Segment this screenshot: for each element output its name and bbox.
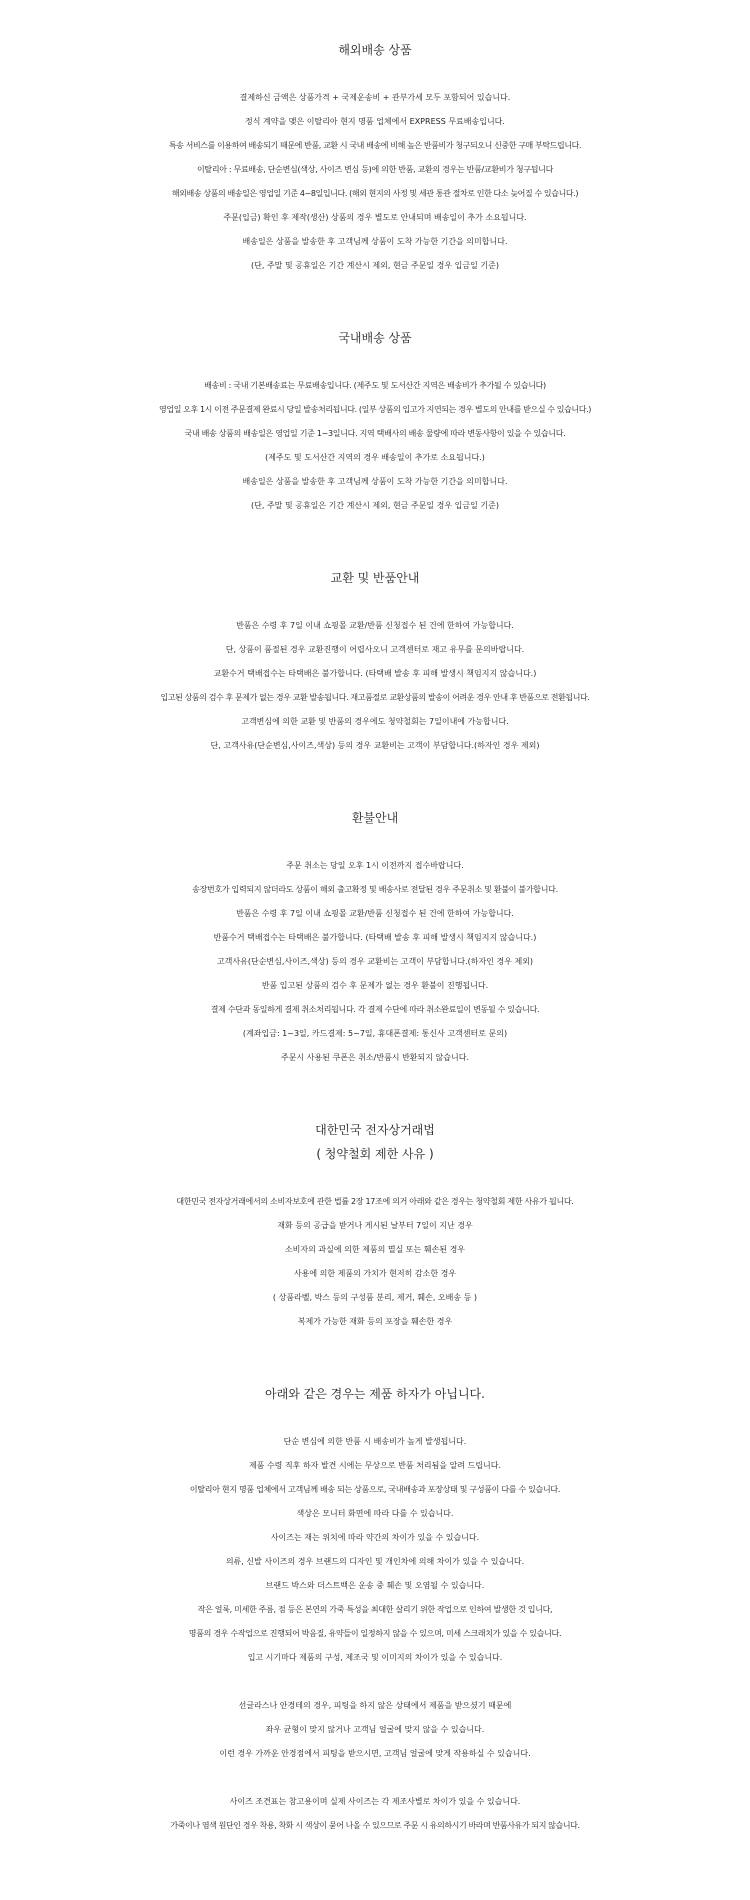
text-line: 송장번호가 입력되지 않더라도 상품이 해외 출고확정 및 배송사로 전달된 경우 주문취소 및 환불이 불가합니다. <box>192 885 558 894</box>
text-line: 특송 서비스를 이용하여 배송되기 때문에 반품, 교환 시 국내 배송에 비해 높은 반품비가 청구되오니 신중한 구매 부탁드립니다. <box>168 141 582 150</box>
text-line: (계좌입금: 1~3일, 카드결제: 5~7일, 휴대폰결제: 통신사 고객센터로 문의) <box>242 1029 508 1038</box>
text-line: 사용에 의한 제품의 가치가 현저히 감소한 경우 <box>293 1269 457 1278</box>
text-line: 정식 계약을 맺은 이탈리아 현지 명품 업체에서 EXPRESS 무료배송입니다. <box>245 117 505 126</box>
text-line: 배송비 : 국내 기본배송료는 무료배송입니다. (제주도 및 도서산간 지역은 배송비가 추가될 수 있습니다) <box>204 381 546 390</box>
text-line: 주문 취소는 당일 오후 1시 이전까지 접수바랍니다. <box>286 861 464 870</box>
section-refund <box>0 806 750 1070</box>
text-line: 고객변심에 의한 교환 및 반품의 경우에도 청약철회는 7일이내에 가능합니다. <box>241 717 509 726</box>
text-line: 고객사유(단순변심,사이즈,색상) 등의 경우 교환비는 고객이 부담합니다.(하자인 경우 제외) <box>216 957 534 966</box>
text-line: 선글라스나 안경테의 경우, 피팅을 하지 않은 상태에서 제품을 받으셨기 때문에 <box>238 1701 512 1710</box>
text-line: 가죽이나 염색 원단인 경우 착용, 착화 시 색상이 묻어 나올 수 있으므로 주문 시 유의하시기 바라며 반품사유가 되지 않습니다. <box>170 1821 580 1830</box>
section-domestic-shipping <box>0 326 750 518</box>
section-title: 교환 및 반품안내 <box>330 571 420 585</box>
text-line: 배송일은 상품을 발송한 후 고객님께 상품이 도착 가능한 기간을 의미합니다. <box>242 237 508 246</box>
section-subtitle: ( 청약철회 제한 사유 ) <box>316 1147 434 1161</box>
text-line: 브랜드 박스와 더스트백은 운송 중 훼손 및 오염될 수 있습니다. <box>265 1581 485 1590</box>
text-line: 배송일은 상품을 발송한 후 고객님께 상품이 도착 가능한 기간을 의미합니다. <box>242 477 508 486</box>
section-title: 국내배송 상품 <box>338 331 412 345</box>
text-line: 단, 상품이 품절된 경우 교환진행이 어렵사오니 고객센터로 재고 유무를 문의바랍니다. <box>225 645 525 654</box>
text-line: 반품 입고된 상품의 검수 후 문제가 없는 경우 환불이 진행됩니다. <box>261 981 489 990</box>
text-line: 입고된 상품의 검수 후 문제가 없는 경우 교환 발송됩니다. 재고품절로 교환상품의 발송이 어려운 경우 안내 후 반품으로 전환됩니다. <box>160 693 590 702</box>
text-line: 교환수거 택배접수는 타택배은 불가합니다. (타택배 발송 후 피해 발생시 책임지지 않습니다.) <box>213 669 537 678</box>
section-body-group-1 <box>0 1430 750 1670</box>
text-line: 반품수거 택배접수는 타택배은 불가합니다. (타택배 발송 후 피해 발생시 책임지지 않습니다.) <box>213 933 537 942</box>
text-line: 주문시 사용된 쿠폰은 취소/반품시 반환되지 않습니다. <box>281 1053 469 1062</box>
text-line: 재화 등의 공급을 받거나 게시된 날부터 7일이 지난 경우 <box>277 1221 473 1230</box>
text-line: 반품은 수령 후 7일 이내 쇼핑몰 교환/반품 신청접수 된 건에 한하여 가능합니다. <box>236 621 514 630</box>
section-body-group-3 <box>0 1790 750 1838</box>
text-line: 주문(입금) 확인 후 제작(생산) 상품의 경우 별도로 안내되며 배송일이 추가 소요됩니다. <box>223 213 527 222</box>
text-line: 작은 얼룩, 미세한 주름, 점 등은 본연의 가죽 특성을 최대한 살리기 위한 작업으로 인하여 발생한 것 입니다, <box>197 1605 553 1614</box>
section-ecommerce-law <box>0 1118 750 1334</box>
text-line: 이탈리아 : 무료배송, 단순변심(색상, 사이즈 변심 등)에 의한 반품, 교환의 경우는 반품/교환비가 청구됩니다 <box>196 165 554 174</box>
text-line: (제주도 및 도서산간 지역의 경우 배송일이 추가로 소요됩니다.) <box>265 453 485 462</box>
section-overseas-shipping <box>0 38 750 278</box>
text-line: 복제가 가능한 재화 등의 포장을 훼손한 경우 <box>297 1317 453 1326</box>
text-line: 결제 수단과 동일하게 결제 취소처리됩니다. 각 결제 수단에 따라 취소완료일이 변동될 수 있습니다. <box>210 1005 540 1014</box>
text-line: 좌우 균형이 맞지 않거나 고객님 얼굴에 맞지 않을 수 있습니다. <box>265 1725 485 1734</box>
section-title: 환불안내 <box>351 811 399 825</box>
section-body <box>0 374 750 518</box>
text-line: 이런 경우 가까운 안경점에서 피팅을 받으시면, 고객님 얼굴에 맞게 작용하실 수 있습니다. <box>219 1749 531 1758</box>
text-line: 소비자의 과실에 의한 제품의 멸실 또는 훼손된 경우 <box>284 1245 466 1254</box>
text-line: 해외배송 상품의 배송일은 영업일 기준 4~8일입니다. (해외 현지의 사정 및 세관 통관 절차로 인한 다소 늦어질 수 있습니다.) <box>171 189 579 198</box>
section-not-defect <box>0 1382 750 1838</box>
text-line: 국내 배송 상품의 배송일은 영업일 기준 1~3일니다. 지역 택배사의 배송 물량에 따라 변동사항이 있을 수 있습니다. <box>184 429 566 438</box>
text-line: (단, 주말 및 공휴일은 기간 계산시 제외, 현금 주문일 경우 입금일 기준) <box>251 501 499 510</box>
text-line: 반품은 수령 후 7일 이내 쇼핑몰 교환/반품 신청접수 된 건에 한하여 가능합니다. <box>236 909 514 918</box>
section-body <box>0 1190 750 1334</box>
text-line: 색상은 모니터 화면에 따라 다를 수 있습니다. <box>296 1509 454 1518</box>
text-line: 단, 고객사유(단순변심,사이즈,색상) 등의 경우 교환비는 고객이 부담합니다.(하자인 경우 제외) <box>210 741 540 750</box>
section-title: 대한민국 전자상거래법 <box>315 1123 435 1137</box>
text-line: 제품 수령 직후 하자 발견 시에는 무상으로 반품 처리됨을 알려 드립니다. <box>248 1461 502 1470</box>
text-line: (단, 주말 및 공휴일은 기간 계산시 제외, 현금 주문일 경우 입금일 기준) <box>251 261 499 270</box>
section-title: 해외배송 상품 <box>338 43 412 57</box>
text-line: 의류, 신발 사이즈의 경우 브랜드의 디자인 및 개인차에 의해 차이가 있을 수 있습니다. <box>225 1557 525 1566</box>
text-line: 단순 변심에 의한 반품 시 배송비가 높게 발생됩니다. <box>283 1437 467 1446</box>
text-line: 영업일 오후 1시 이전 주문결제 완료시 당일 발송처리됩니다. (일부 상품의 입고가 지연되는 경우 별도의 안내를 받으실 수 있습니다.) <box>159 405 591 414</box>
section-body <box>0 614 750 758</box>
text-line: 명품의 경우 수작업으로 진행되어 박음질, 유약들이 일정하지 않을 수 있으며, 미세 스크래치가 있을 수 있습니다. <box>188 1629 562 1638</box>
text-line: 결제하신 금액은 상품가격 + 국제운송비 + 관부가세 모두 포함되어 있습니다. <box>239 93 511 102</box>
section-body <box>0 86 750 278</box>
text-line: ( 상품라벨, 박스 등의 구성품 분리, 제거, 훼손, 오배송 등 ) <box>272 1293 478 1302</box>
text-line: 사이즈 조견표는 참고용이며 실제 사이즈는 각 제조사별로 차이가 있을 수 있습니다. <box>229 1797 521 1806</box>
section-exchange-return <box>0 566 750 758</box>
text-line: 사이즈는 재는 위치에 따라 약간의 차이가 있을 수 있습니다. <box>270 1533 480 1542</box>
section-body <box>0 854 750 1070</box>
text-line: 대한민국 전자상거래에서의 소비자보호에 관한 법률 2장 17조에 의거 아래와 같은 경우는 청약철회 제한 사유가 됩니다. <box>176 1197 574 1206</box>
section-title: 아래와 같은 경우는 제품 하자가 아닙니다. <box>265 1387 485 1401</box>
text-line: 이탈리아 현지 명품 업체에서 고객님께 배송 되는 상품으로, 국내배송과 포장상태 및 구성품이 다를 수 있습니다. <box>189 1485 561 1494</box>
text-line: 입고 시기마다 제품의 구성, 제조국 및 이미지의 차이가 있을 수 있습니다. <box>247 1653 503 1662</box>
section-body-group-2 <box>0 1694 750 1766</box>
